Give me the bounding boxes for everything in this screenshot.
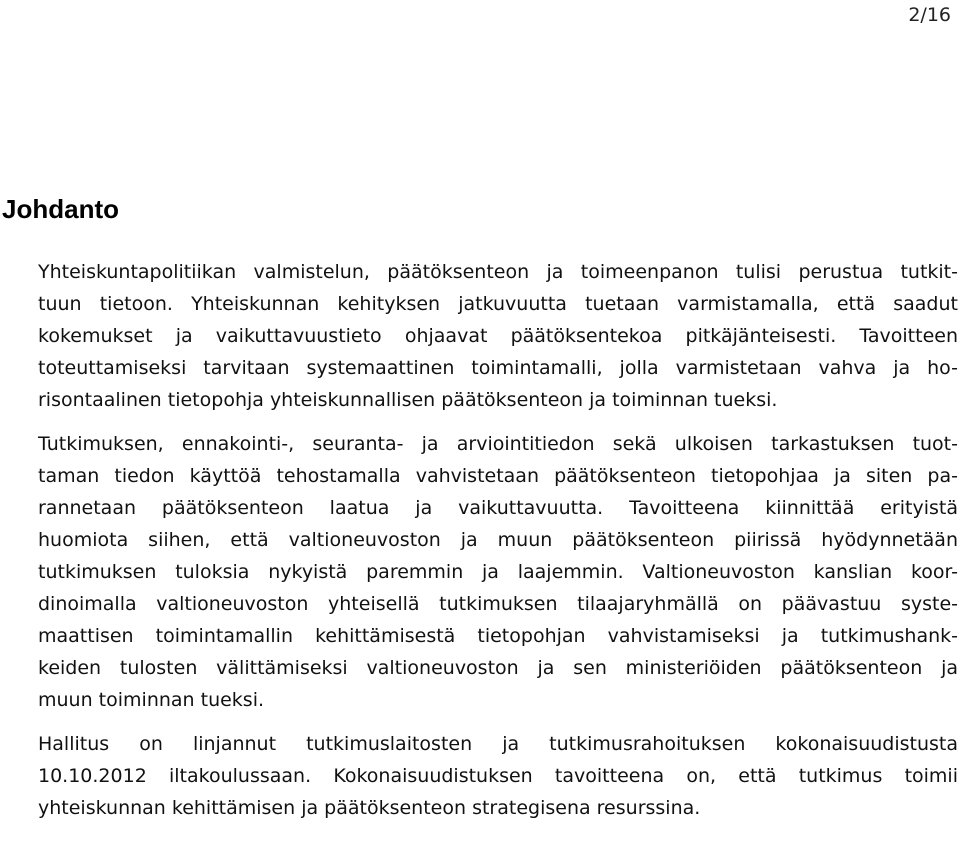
text-line: Hallitus on linjannut tutkimuslaitosten ja tutkimusrahoituksen kokonaisuudistusta <box>38 733 958 755</box>
text-line: Yhteiskuntapolitiikan valmistelun, päätöksenteon ja toimeenpanon tulisi perustua tutkit- <box>38 261 958 283</box>
text-line: risontaalinen tietopohja yhteiskunnallisen päätöksenteon ja toiminnan tueksi. <box>38 389 778 411</box>
text-line: yhteiskunnan kehittämisen ja päätöksenteon strategisena resurssina. <box>38 797 701 819</box>
text-line: huomiota siihen, että valtioneuvoston ja muun päätöksenteon piirissä hyödynnetään <box>38 529 958 551</box>
page-number: 2/16 <box>908 4 951 26</box>
document-body <box>38 256 958 836</box>
text-line: Tutkimuksen, ennakointi-, seuranta- ja arviointitiedon sekä ulkoisen tarkastuksen tuot- <box>38 433 958 455</box>
text-line: muun toiminnan tueksi. <box>38 689 265 711</box>
text-line: taman tiedon käyttöä tehostamalla vahvistetaan päätöksenteon tietopohjaa ja siten pa- <box>38 465 958 487</box>
text-line: tuun tietoon. Yhteiskunnan kehityksen jatkuvuutta tuetaan varmistamalla, että saadut <box>38 293 958 315</box>
text-line: kokemukset ja vaikuttavuustieto ohjaavat päätöksentekoa pitkäjänteisesti. Tavoitteen <box>38 325 958 347</box>
text-line: tutkimuksen tuloksia nykyistä paremmin ja laajemmin. Valtioneuvoston kanslian koor- <box>38 561 958 583</box>
text-line: toteuttamiseksi tarvitaan systemaattinen toimintamalli, jolla varmistetaan vahva ja ho- <box>38 357 958 379</box>
text-line: rannetaan päätöksenteon laatua ja vaikuttavuutta. Tavoitteena kiinnittää erityistä <box>38 497 958 519</box>
text-line: 10.10.2012 iltakoulussaan. Kokonaisuudistuksen tavoitteena on, että tutkimus toimii <box>38 765 958 787</box>
text-line: dinoimalla valtioneuvoston yhteisellä tutkimuksen tilaajaryhmällä on päävastuu syste- <box>38 593 958 615</box>
section-heading: Johdanto <box>2 194 119 224</box>
text-line: maattisen toimintamallin kehittämisestä tietopohjan vahvistamiseksi ja tutkimushank- <box>38 625 958 647</box>
paragraph-2 <box>38 428 958 716</box>
paragraph-3 <box>38 728 958 824</box>
paragraph-1 <box>38 256 958 416</box>
text-line: keiden tulosten välittämiseksi valtioneuvoston ja sen ministeriöiden päätöksenteon ja <box>38 657 958 679</box>
